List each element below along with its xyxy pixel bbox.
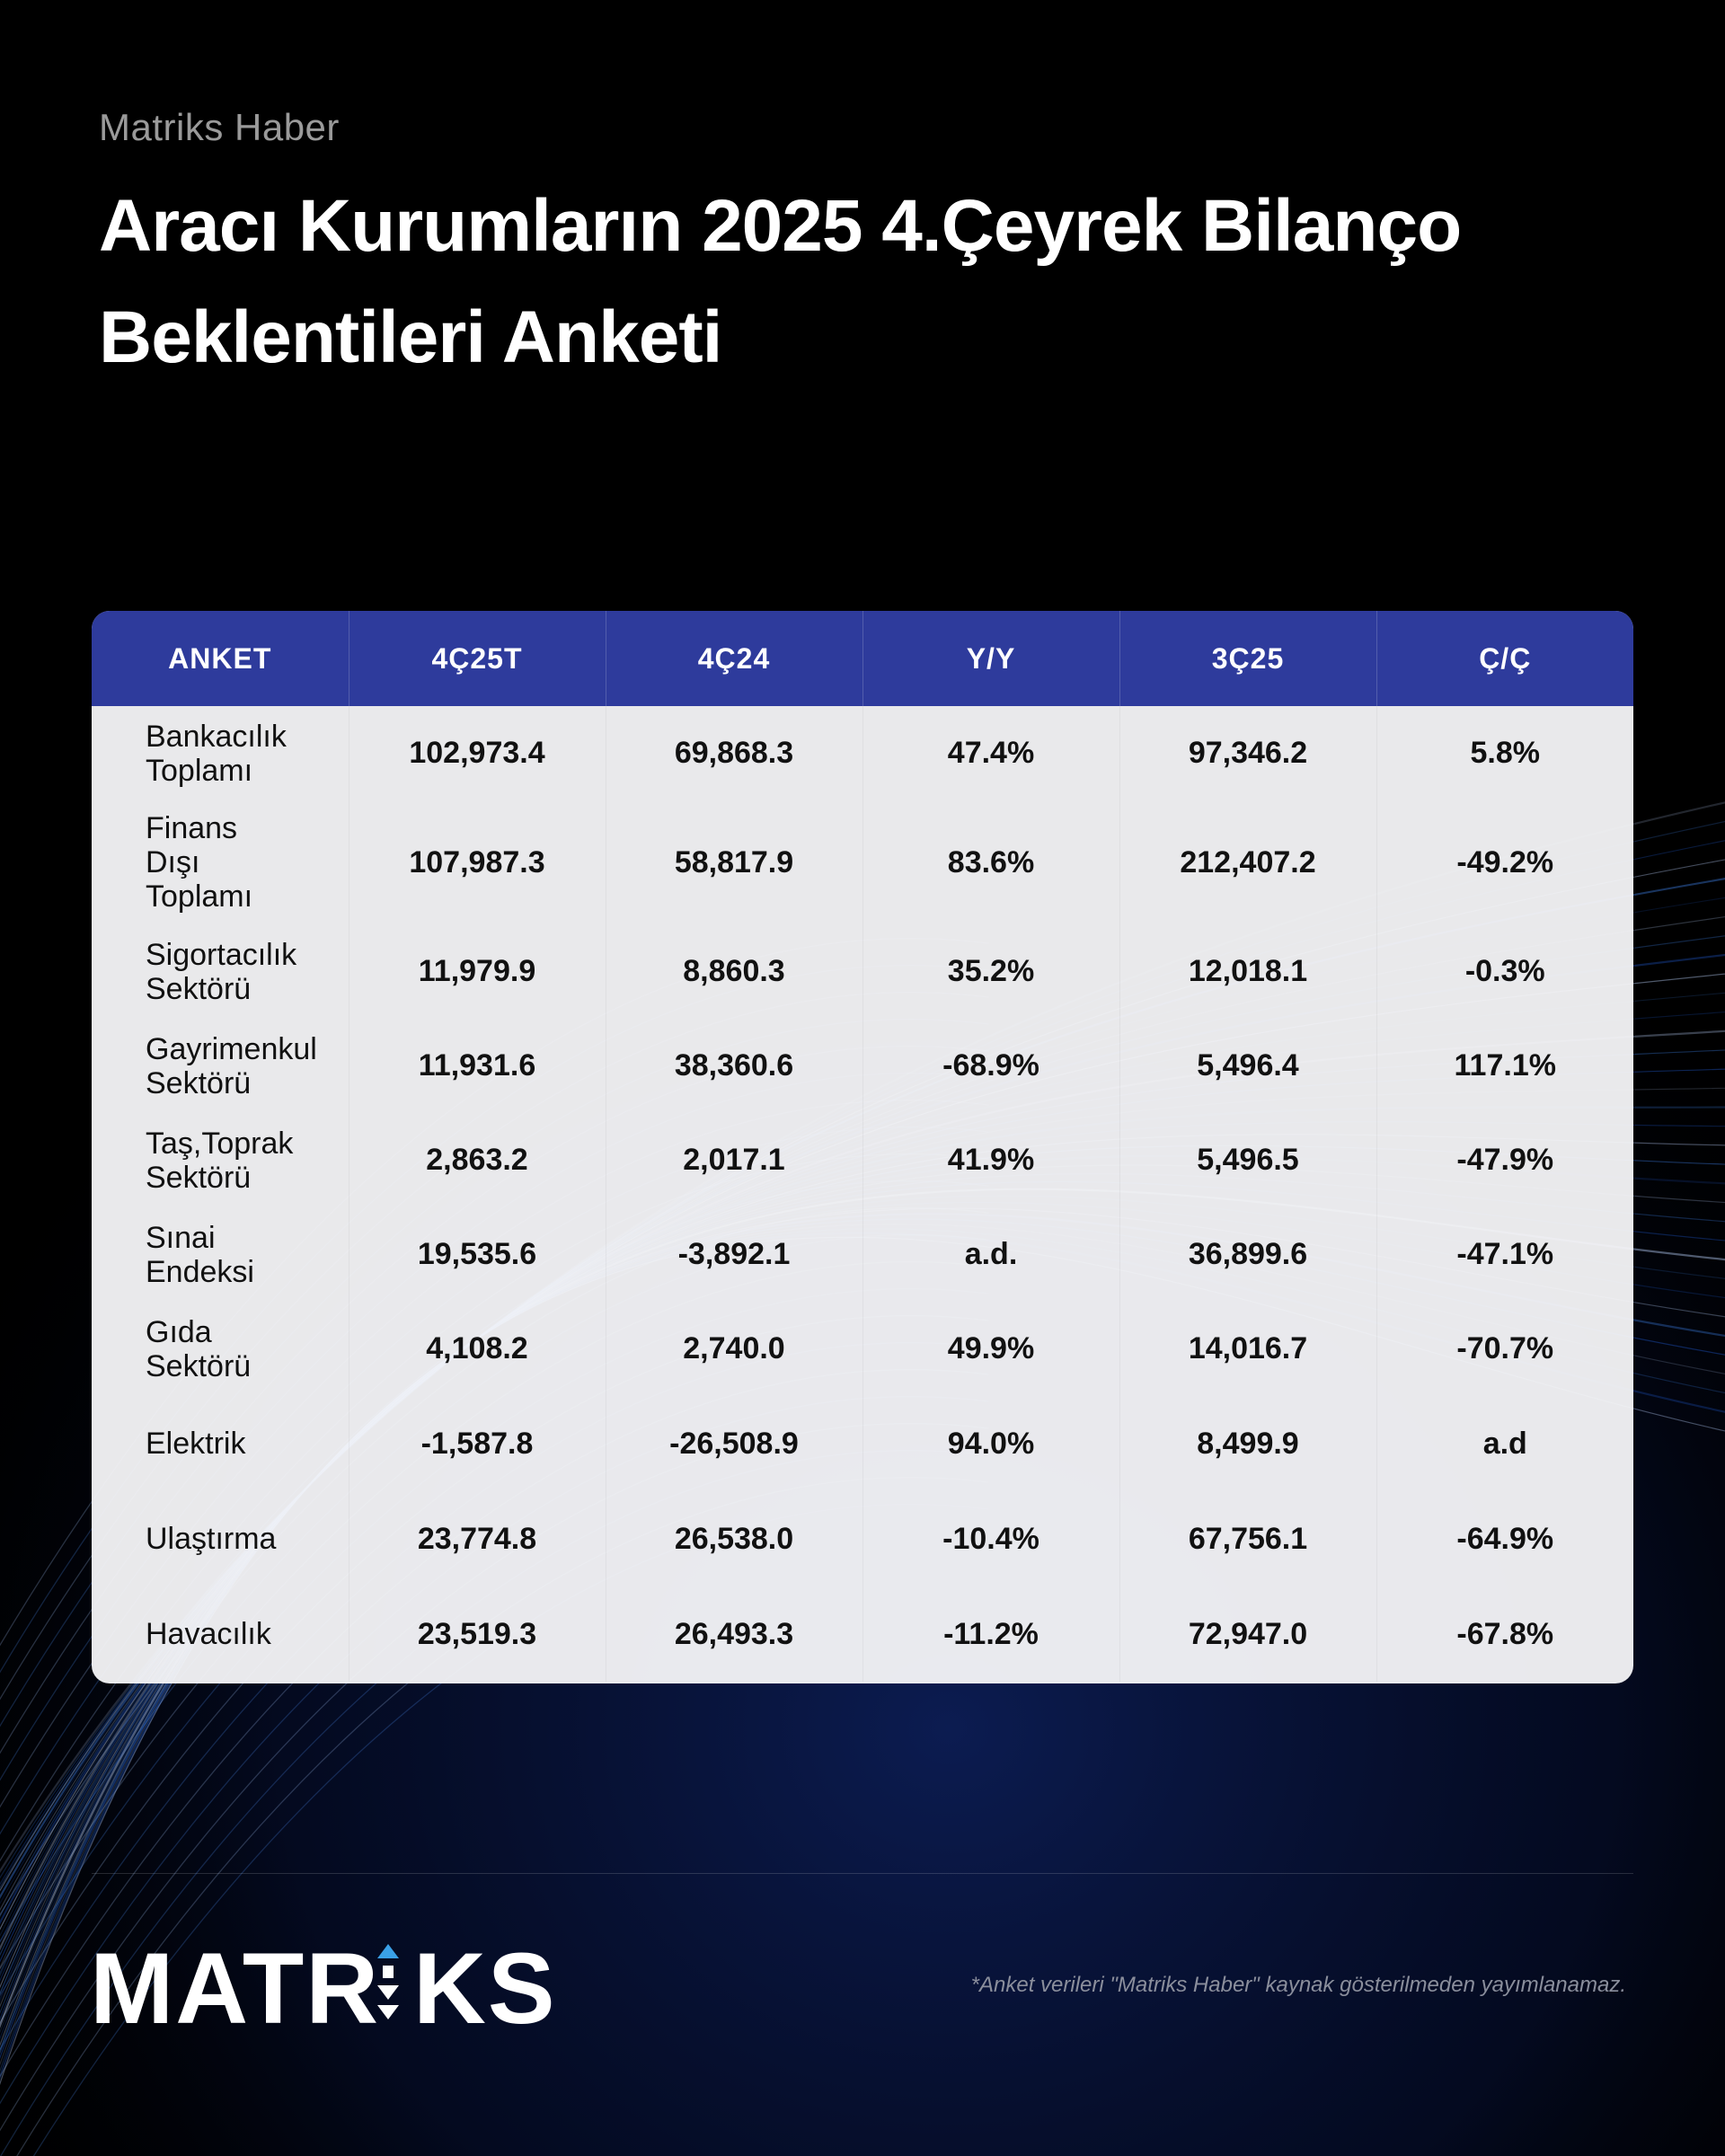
table-cell: 47.4% [862,706,1119,800]
table-cell: -1,587.8 [349,1396,606,1491]
table-cell: -68.9% [862,1019,1119,1113]
table-cell: 212,407.2 [1119,800,1376,924]
table-cell: 94.0% [862,1396,1119,1491]
row-label-line: Gıda [146,1314,212,1349]
table-row [92,706,1633,800]
column-header-4c25t: 4Ç25T [349,611,606,706]
table-cell: 58,817.9 [606,800,862,924]
table-row [92,1302,1633,1396]
table-cell: -10.4% [862,1491,1119,1586]
row-label [92,1019,349,1113]
table-row [92,800,1633,924]
title-line-2: Beklentileri Anketi [99,296,722,378]
table-cell: 83.6% [862,800,1119,924]
row-label-line: Sektörü [146,971,252,1006]
table-cell: 11,931.6 [349,1019,606,1113]
column-header-3c25: 3Ç25 [1119,611,1376,706]
table-cell: 72,947.0 [1119,1586,1376,1682]
row-label-line: Finans [146,811,238,845]
row-label [92,924,349,1019]
row-label-line: Ulaştırma [146,1522,277,1556]
row-label-line: Sektörü [146,1348,252,1383]
table-cell: 5,496.4 [1119,1019,1376,1113]
table-cell: 36,899.6 [1119,1207,1376,1302]
row-label-line: Bankacılık [146,719,287,754]
table-cell: -47.9% [1456,1143,1554,1177]
table-cell: 26,538.0 [606,1491,862,1586]
logo-text-left: MATR [90,1940,381,2030]
row-label [92,1302,349,1396]
table-cell: -3,892.1 [606,1207,862,1302]
survey-table [92,611,1633,1682]
table-cell: 8,499.9 [1119,1396,1376,1491]
row-label-line: Endeksi [146,1254,254,1289]
row-label [92,1113,349,1207]
table-cell: 49.9% [862,1302,1119,1396]
row-label-line: Toplamı [146,879,253,914]
table-cell: 2,017.1 [606,1113,862,1207]
table-cell: -67.8% [1456,1616,1554,1651]
row-label-line: Gayrimenkul [146,1031,317,1066]
table-cell: -64.9% [1456,1521,1554,1556]
table-row [92,1207,1633,1302]
row-label-line: Havacılık [146,1617,271,1651]
table-cell: 8,860.3 [606,924,862,1019]
row-label [92,800,349,924]
table-cell: 5.8% [1470,736,1540,770]
table-cell: -11.2% [862,1586,1119,1682]
row-label [92,706,349,800]
table-cell: 2,740.0 [606,1302,862,1396]
row-label-line: Elektrik [146,1427,246,1461]
row-label [92,1207,349,1302]
table-cell: -70.7% [1456,1331,1554,1365]
table-header-row [92,611,1633,706]
row-label [92,1491,349,1586]
table-row [92,1019,1633,1113]
table-row [92,1491,1633,1586]
table-row [92,1586,1633,1682]
table-cell: 117.1% [1454,1048,1556,1082]
column-header-cc: Ç/Ç [1376,611,1633,706]
logo-i-arrows-icon [377,1944,399,2019]
table-cell: 41.9% [862,1113,1119,1207]
row-label-line: Sigortacılık [146,937,297,972]
survey-table-card [92,611,1633,1683]
row-label-line: Taş,Toprak [146,1126,294,1161]
table-row [92,1113,1633,1207]
logo-text-right: KS [413,1940,557,2030]
table-cell: 26,493.3 [606,1586,862,1682]
row-label-line: Dışı [146,845,200,879]
footer-divider [92,1873,1633,1874]
table-cell: 97,346.2 [1119,706,1376,800]
table-cell: 4,108.2 [349,1302,606,1396]
table-cell: -47.1% [1456,1237,1554,1271]
table-cell: 19,535.6 [349,1207,606,1302]
table-cell: 35.2% [862,924,1119,1019]
table-cell: 5,496.5 [1119,1113,1376,1207]
table-cell: 102,973.4 [349,706,606,800]
table-cell: 23,519.3 [349,1586,606,1682]
row-label [92,1396,349,1491]
table-row [92,924,1633,1019]
row-label-line: Sektörü [146,1065,252,1100]
column-header-yy: Y/Y [862,611,1119,706]
table-cell: 2,863.2 [349,1113,606,1207]
matriks-logo [90,1940,566,2030]
page-title [99,171,1626,393]
column-header-4c24: 4Ç24 [606,611,862,706]
table-cell: 23,774.8 [349,1491,606,1586]
table-cell: 11,979.9 [349,924,606,1019]
table-cell: -49.2% [1456,844,1554,879]
column-header-anket: ANKET [92,611,349,706]
table-cell: -26,508.9 [606,1396,862,1491]
title-line-1: Aracı Kurumların 2025 4.Çeyrek Bilanço [99,185,1462,267]
table-row [92,1396,1633,1491]
row-label-line: Sınai [146,1220,216,1255]
table-cell: a.d. [862,1207,1119,1302]
brand-label: Matriks Haber [99,106,340,148]
table-cell: 14,016.7 [1119,1302,1376,1396]
table-cell: a.d [1482,1426,1527,1461]
table-cell: 38,360.6 [606,1019,862,1113]
footnote: *Anket verileri "Matriks Haber" kaynak gösterilmeden yayımlanamaz. [970,1973,1626,1997]
row-label [92,1586,349,1682]
table-cell: 107,987.3 [349,800,606,924]
table-cell: 69,868.3 [606,706,862,800]
table-cell: 12,018.1 [1119,924,1376,1019]
table-cell: -0.3% [1464,954,1545,988]
row-label-line: Sektörü [146,1160,252,1195]
table-cell: 67,756.1 [1119,1491,1376,1586]
row-label-line: Toplamı [146,753,253,788]
